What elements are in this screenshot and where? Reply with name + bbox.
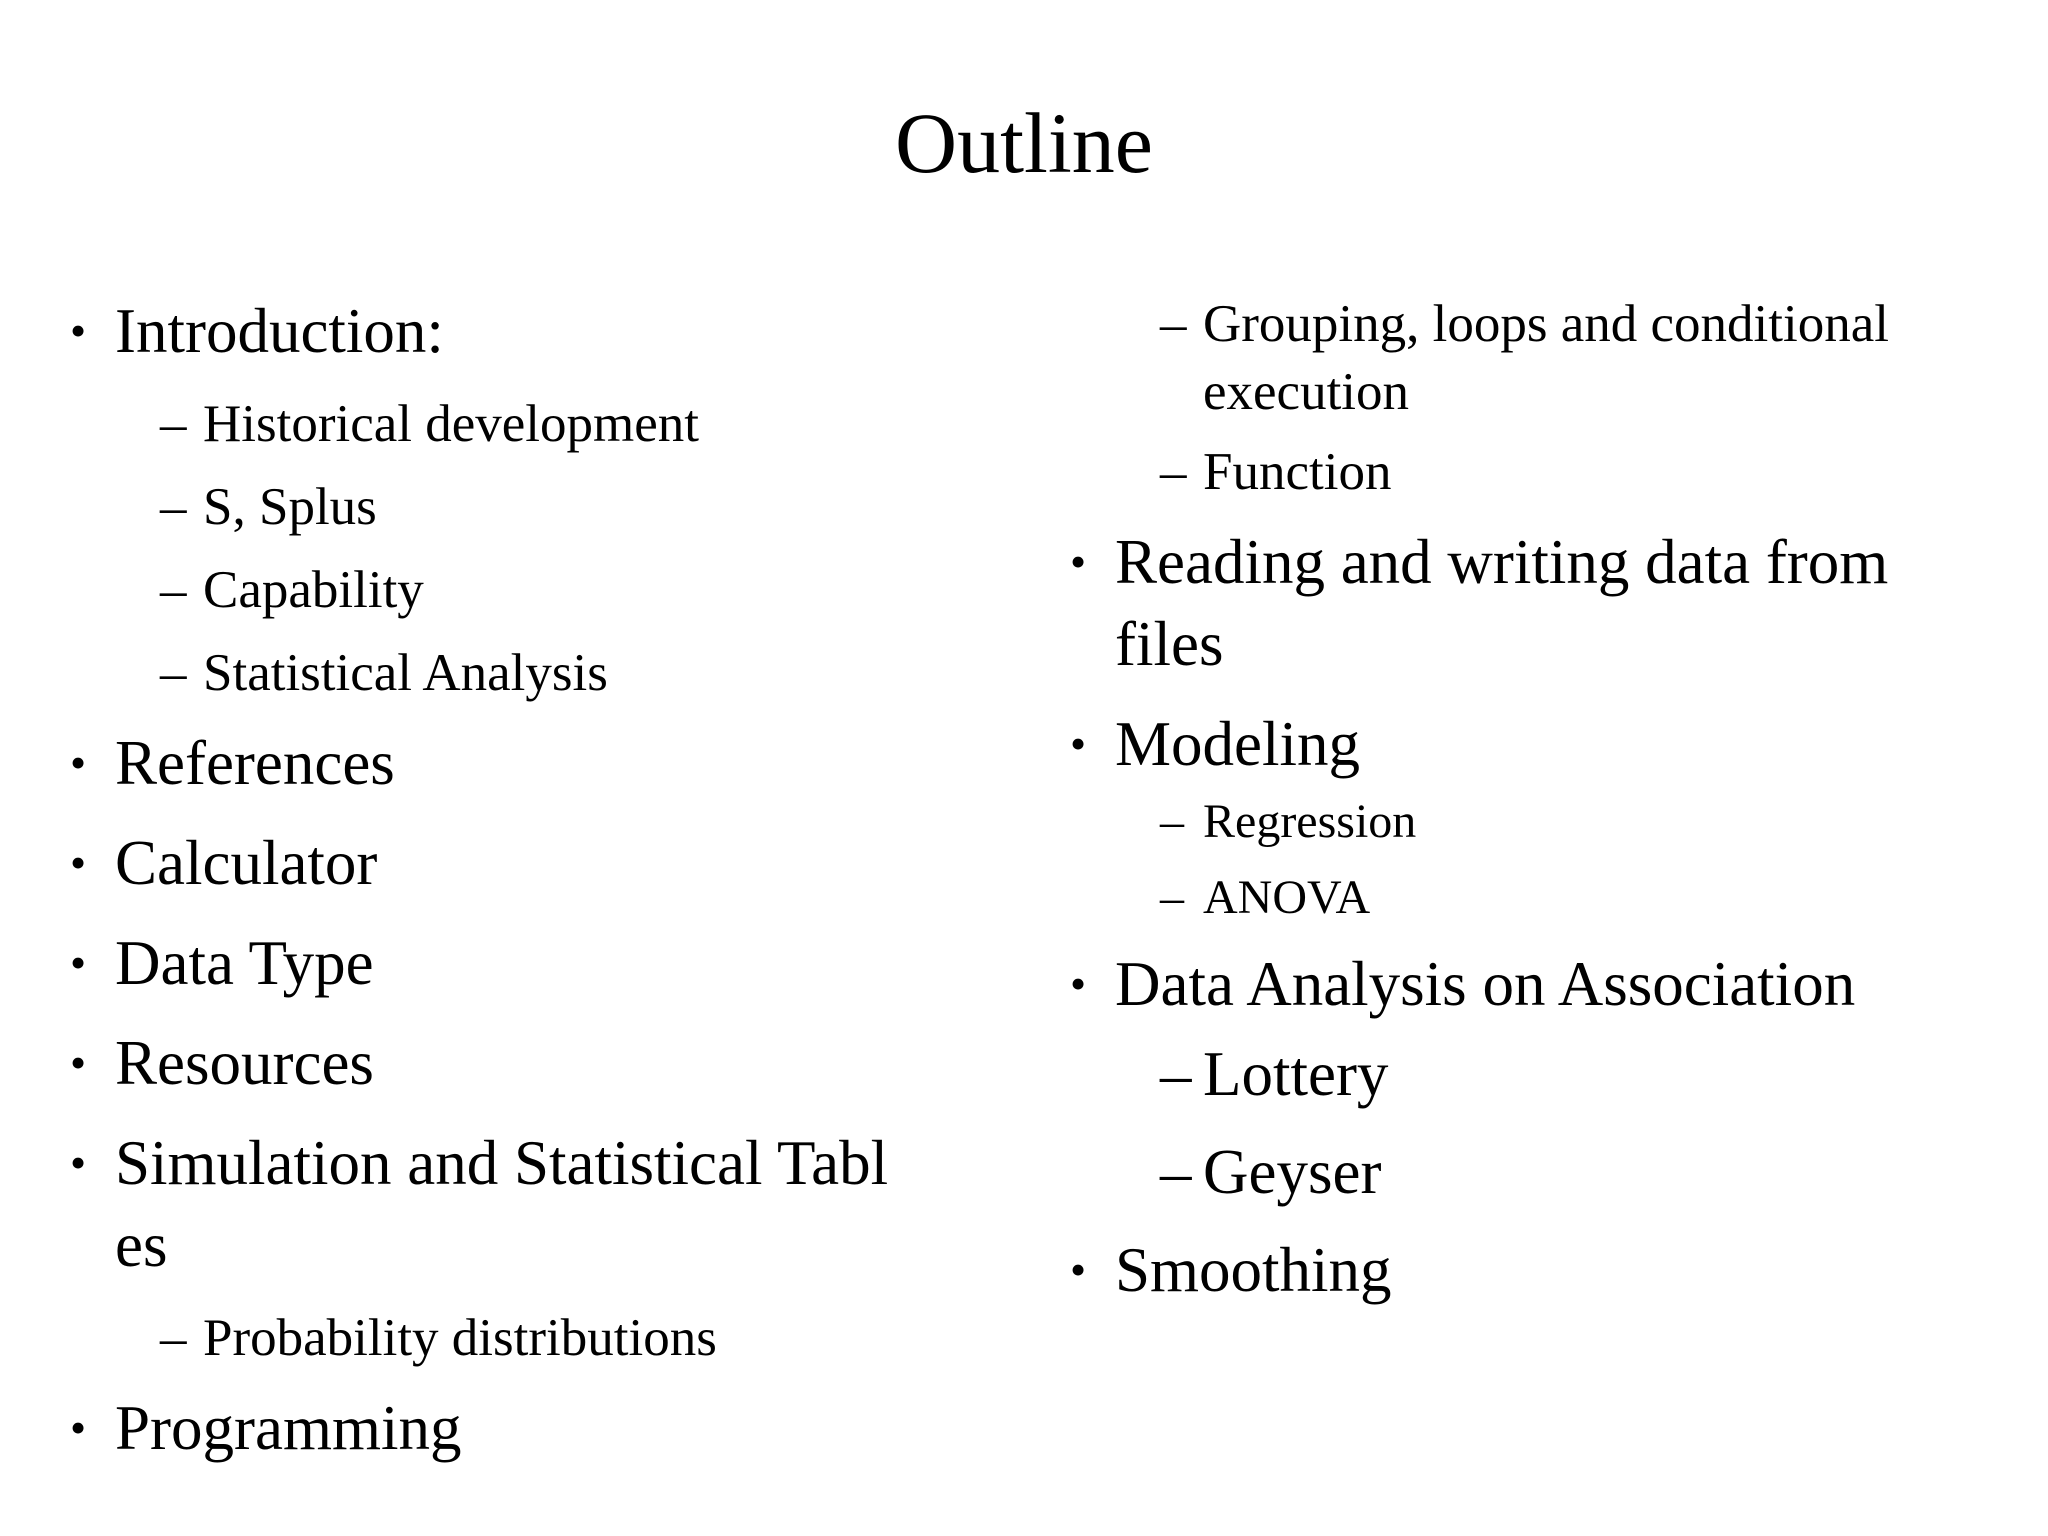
slide-title: Outline bbox=[895, 95, 1153, 191]
dash-icon: – bbox=[160, 1309, 187, 1367]
dash-icon: – bbox=[160, 395, 187, 453]
right-column bbox=[1070, 290, 1990, 1329]
bullet-label: Programming bbox=[115, 1393, 462, 1463]
bullet-icon: • bbox=[1070, 1244, 1087, 1295]
subitem-grouping-loops bbox=[1070, 290, 1990, 426]
subitem-label: Geyser bbox=[1203, 1137, 1382, 1207]
subitem-label: Function bbox=[1203, 443, 1392, 501]
dash-icon: – bbox=[1160, 295, 1187, 353]
bullet-icon: • bbox=[1070, 958, 1087, 1009]
subitem-statistical-analysis bbox=[70, 639, 1000, 707]
bullet-label: Introduction: bbox=[115, 296, 444, 366]
subitem-lottery bbox=[1070, 1033, 1990, 1115]
bullet-simulation bbox=[70, 1122, 1000, 1286]
subitem-capability bbox=[70, 556, 1000, 624]
subitem-function bbox=[1070, 438, 1990, 506]
dash-icon: – bbox=[160, 478, 187, 536]
bullet-calculator bbox=[70, 822, 1000, 904]
bullet-data-analysis bbox=[1070, 943, 1990, 1025]
dash-icon: – bbox=[1160, 871, 1184, 924]
bullet-label-line1: Simulation and Statistical Tabl bbox=[115, 1128, 889, 1198]
subitem-label-line2: execution bbox=[1203, 363, 1410, 421]
dash-icon: – bbox=[1160, 1039, 1192, 1109]
bullet-icon: • bbox=[70, 837, 87, 888]
bullet-data-type bbox=[70, 922, 1000, 1004]
bullet-introduction bbox=[70, 290, 1000, 372]
subitem-label: Regression bbox=[1203, 795, 1417, 848]
bullet-icon: • bbox=[1070, 718, 1087, 769]
bullet-label: Resources bbox=[115, 1028, 374, 1098]
bullet-icon: • bbox=[70, 937, 87, 988]
subitem-label: Probability distributions bbox=[203, 1309, 717, 1367]
dash-icon: – bbox=[160, 561, 187, 619]
subitem-regression bbox=[1070, 791, 1990, 853]
left-column bbox=[70, 290, 1000, 1487]
dash-icon: – bbox=[160, 644, 187, 702]
dash-icon: – bbox=[1160, 795, 1184, 848]
subitem-probability-distributions bbox=[70, 1304, 1000, 1372]
subitem-label: Statistical Analysis bbox=[203, 644, 608, 702]
subitem-historical-development bbox=[70, 390, 1000, 458]
bullet-label: Smoothing bbox=[1115, 1235, 1392, 1305]
bullet-smoothing bbox=[1070, 1229, 1990, 1311]
subitem-label-line1: Grouping, loops and conditional bbox=[1203, 295, 1889, 353]
subitem-anova bbox=[1070, 867, 1990, 929]
subitem-label: Lottery bbox=[1203, 1039, 1389, 1109]
bullet-label: Modeling bbox=[1115, 709, 1360, 779]
subitem-label: S, Splus bbox=[203, 478, 377, 536]
bullet-label-line1: Reading and writing data from bbox=[1115, 527, 1889, 597]
bullet-programming bbox=[70, 1387, 1000, 1469]
bullet-icon: • bbox=[70, 737, 87, 788]
bullet-label: Calculator bbox=[115, 828, 378, 898]
subitem-label: Capability bbox=[203, 561, 424, 619]
subitem-geyser bbox=[1070, 1131, 1990, 1213]
bullet-icon: • bbox=[70, 1037, 87, 1088]
subitem-label: ANOVA bbox=[1203, 871, 1371, 924]
dash-icon: – bbox=[1160, 1137, 1192, 1207]
bullet-label-line2: es bbox=[115, 1210, 168, 1280]
subitem-label: Historical development bbox=[203, 395, 699, 453]
bullet-modeling bbox=[1070, 703, 1990, 785]
bullet-icon: • bbox=[70, 1402, 87, 1453]
bullet-reading-writing bbox=[1070, 521, 1990, 685]
bullet-icon: • bbox=[70, 1137, 87, 1188]
bullet-label: References bbox=[115, 728, 395, 798]
bullet-label: Data Type bbox=[115, 928, 374, 998]
subitem-s-splus bbox=[70, 473, 1000, 541]
dash-icon: – bbox=[1160, 443, 1187, 501]
bullet-resources bbox=[70, 1022, 1000, 1104]
bullet-label-line2: files bbox=[1115, 609, 1224, 679]
bullet-icon: • bbox=[70, 305, 87, 356]
bullet-label: Data Analysis on Association bbox=[1115, 949, 1856, 1019]
bullet-icon: • bbox=[1070, 536, 1087, 587]
bullet-references bbox=[70, 722, 1000, 804]
